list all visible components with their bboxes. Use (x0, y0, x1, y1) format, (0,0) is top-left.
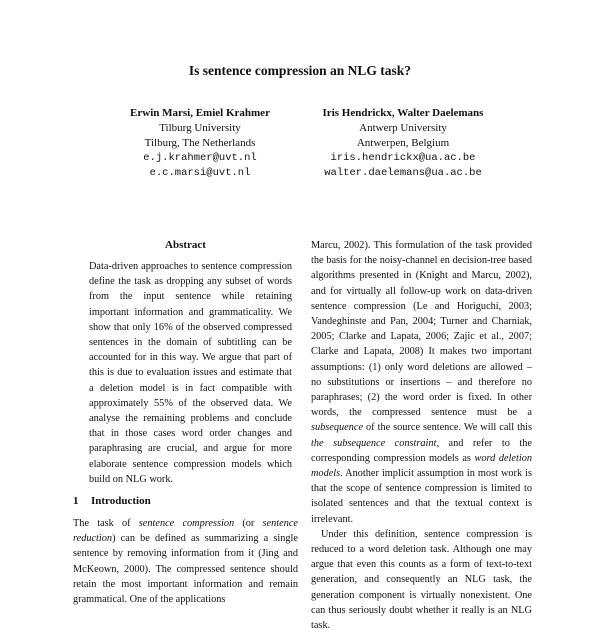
abstract-heading: Abstract (165, 239, 206, 251)
author-email: e.c.marsi@uvt.nl (149, 167, 251, 179)
section-heading (73, 494, 298, 509)
body-paragraph: Marcu, 2002). This formulation of the task provided the basis for the noisy-channel en decision-tree based algorithms presented in (Knight and Marcu, 2002), and for virtually all follow-up work on data-driven sentence compression (Le and Horiguchi, 2003; Vandeghinste and Pan, 2004; Turner and Charniak, 2005; Clarke and Lapata, 2006; Zajic et al., 2007; Clarke and Lapata, 2008) It makes two important assumptions: (1) only word deletions are allowed – no substitutions or insertions – and therefore no paraphrases; (2) the word order is fixed. In other words, the compressed sentence must be a subsequence of the source sentence. We will call this the subsequence constraint, and refer to the corresponding compression models as word deletion models. Another implicit assumption in most work is that the scope of sentence compression is limited to isolated sentences and that the textual context is irrelevant. (311, 240, 532, 525)
paper-title: Is sentence compression an NLG task? (188, 63, 412, 78)
section-number: 1 (73, 495, 79, 508)
abstract-text: Data-driven approaches to sentence compression define the task as dropping any subset of words from the input sentence while retaining important information and grammaticality. We show that only 16% of the observed compressed sentences in the domain of subtitling can be accounted for in this way. We argue that part of this is due to evaluation issues and estimate that a deletion model is in fact compatible with approximately 55% of the observed data. We analyse the remaining problems and conclude that in those cases word order changes and paraphrasing are crucial, and argue for more elaborate sentence compression models which build on NLG work. (89, 261, 292, 485)
section-title: Introduction (91, 495, 151, 508)
author-location: Tilburg, The Netherlands (144, 137, 256, 149)
author-block-right (298, 106, 508, 181)
author-names: Erwin Marsi, Emiel Krahmer (130, 107, 270, 119)
author-affiliation: Tilburg University (159, 122, 241, 134)
intro-paragraph: The task of sentence compression (or sentence reduction) can be defined as summarizing a single sentence by removing information from it (Jing and McKeown, 2000). The compressed sentence should retain the most important information and remain grammatical. One of the applications (73, 518, 298, 606)
author-affiliation: Antwerp University (359, 122, 447, 134)
body-paragraph: Under this definition, sentence compression is reduced to a word deletion task. Although one may argue that even this counts as a form of text-to-text generation, and consequently an NLG task, the generation component is virtually nonexistent. One can thus seriously doubt whether it really is an NLG task. (311, 528, 532, 632)
author-email: e.j.krahmer@uvt.nl (143, 152, 257, 164)
author-block-left (95, 106, 305, 181)
author-location: Antwerpen, Belgium (356, 137, 450, 149)
author-email: iris.hendrickx@ua.ac.be (330, 152, 476, 164)
left-column (73, 238, 298, 607)
right-column (311, 238, 532, 633)
author-email: walter.daelemans@ua.ac.be (324, 167, 482, 179)
author-names: Iris Hendrickx, Walter Daelemans (322, 107, 484, 119)
